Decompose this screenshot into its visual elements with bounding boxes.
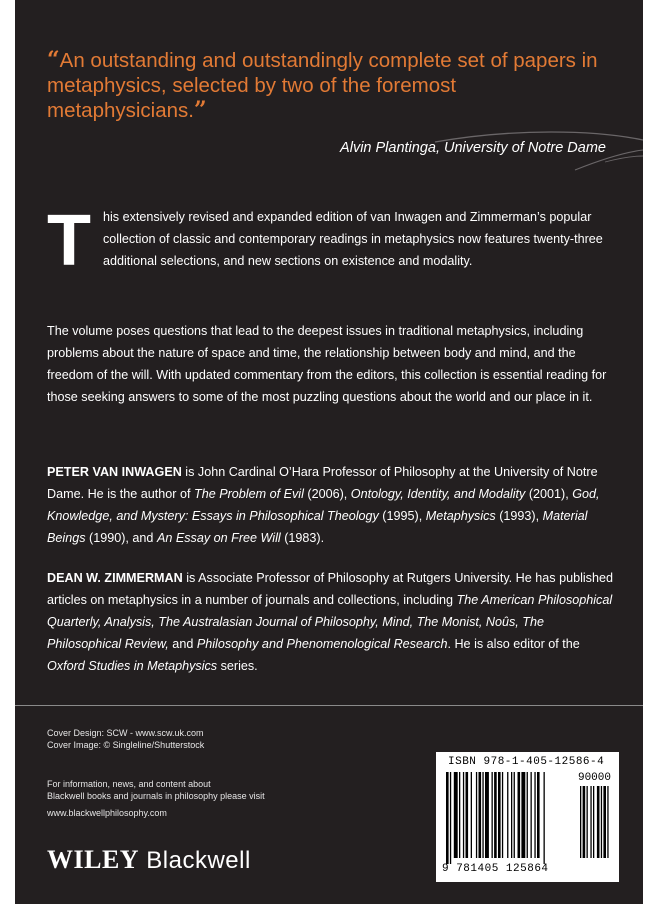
bio-text: (1993), bbox=[495, 509, 543, 523]
publisher-logo bbox=[47, 845, 251, 875]
back-cover bbox=[15, 0, 643, 904]
bio-van-inwagen bbox=[47, 461, 613, 549]
barcode-digits: 9 781405 125864 bbox=[442, 863, 549, 875]
barcode-icon bbox=[442, 772, 614, 864]
volume-paragraph: The volume poses questions that lead to the deepest issues in traditional metaphysics, including problems about the nature of space and time, the relationship between body and mind, and the freedom of the will. With updated commentary from the editors, this collection is essential reading for those seeking answers to some of the most puzzling questions about the world and our place in it. bbox=[47, 324, 607, 404]
bio-text: (1990), and bbox=[85, 531, 157, 545]
bio-text: is Associate Professor of Philosophy at Rutgers University. He has published articles on metaphysics in a number of journals and collections, including bbox=[47, 571, 613, 607]
bio-text: (1995), bbox=[378, 509, 426, 523]
open-quote-mark: “ bbox=[47, 47, 60, 73]
close-quote-mark: ” bbox=[193, 97, 207, 123]
bio-text: (2006), bbox=[303, 487, 351, 501]
book-title: God, Knowledge, and Mystery: Essays in Philosophical Theology bbox=[47, 487, 600, 523]
series-title: Oxford Studies in Metaphysics bbox=[47, 659, 218, 673]
cover-image-credit: Cover Image: © Singleline/Shutterstock bbox=[47, 740, 205, 750]
bio-text: . He is also editor of the bbox=[447, 637, 580, 651]
price-addon: 90000 bbox=[577, 772, 611, 784]
author-name: DEAN W. ZIMMERMAN bbox=[47, 571, 183, 585]
cover-design-credit: Cover Design: SCW - www.scw.uk.com bbox=[47, 728, 204, 738]
book-title: Material Beings bbox=[47, 509, 588, 545]
drop-cap: T bbox=[47, 201, 91, 281]
intro-text: his extensively revised and expanded edition of van Inwagen and Zimmerman’s popular collection of classic and contemporary readings in metaphysics now features twenty-three additional selections, and new sections on existence and modality. bbox=[102, 210, 603, 268]
isbn-label: ISBN 978-1-405-12586-4 bbox=[448, 756, 605, 768]
divider-rule bbox=[15, 705, 643, 706]
journal-list: The American Philosophical Quarterly, Analysis, The Australasian Journal of Philosophy, Mind, The Monist, Noûs, The Philosophical Review, bbox=[47, 593, 613, 651]
intro-paragraph bbox=[47, 201, 613, 281]
bio-text: (1983). bbox=[280, 531, 325, 545]
bio-text: and bbox=[168, 637, 197, 651]
book-title: An Essay on Free Will bbox=[156, 531, 281, 545]
book-title: The Problem of Evil bbox=[194, 487, 304, 501]
info-line: Blackwell books and journals in philosophy please visit bbox=[47, 791, 265, 801]
info-line: For information, news, and content about bbox=[47, 779, 211, 789]
wiley-wordmark: WILEY bbox=[47, 845, 140, 874]
quote-text: An outstanding and outstandingly complete set of papers in metaphysics, selected by two of the foremost metaphysicians. bbox=[47, 49, 598, 122]
blackwell-wordmark: Blackwell bbox=[146, 847, 251, 874]
publisher-info bbox=[47, 778, 265, 819]
author-name: PETER VAN INWAGEN bbox=[47, 465, 182, 479]
barcode-box bbox=[436, 752, 619, 882]
journal-title: Philosophy and Phenomenological Research bbox=[196, 637, 448, 651]
quote-attribution: Alvin Plantinga, University of Notre Dame bbox=[340, 140, 606, 156]
endorsement-quote bbox=[47, 48, 617, 123]
website-link[interactable]: www.blackwellphilosophy.com bbox=[47, 808, 167, 818]
bio-text: series. bbox=[217, 659, 258, 673]
book-title: Metaphysics bbox=[425, 509, 496, 523]
bio-zimmerman bbox=[47, 567, 613, 677]
book-title: Ontology, Identity, and Modality bbox=[350, 487, 526, 501]
bio-text: (2001), bbox=[525, 487, 573, 501]
cover-credits bbox=[47, 727, 204, 751]
bio-text: is John Cardinal O’Hara Professor of Philosophy at the University of Notre Dame. He is the author of bbox=[47, 465, 598, 501]
